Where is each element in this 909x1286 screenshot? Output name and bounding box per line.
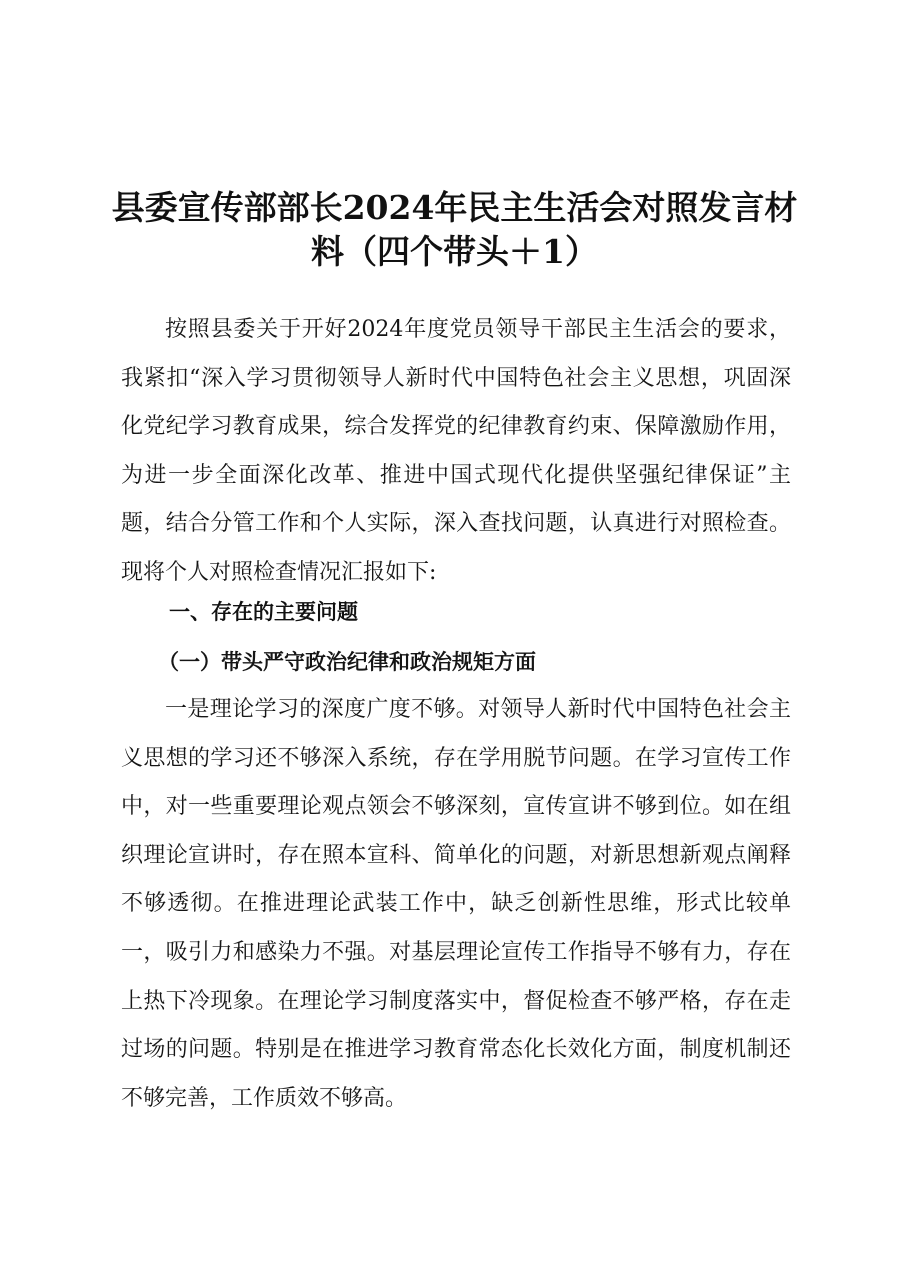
intro-paragraph: 按照县委关于开好2024年度党员领导干部民主生活会的要求，我紧扣“深入学习贯彻领导人新时代中国特色社会主义思想，巩固深化党纪学习教育成果，综合发挥党的纪律教育约束、保障激励作用，为进一步全面深化改革、推进中国式现代化提供坚强纪律保证”主题，结合分管工作和个人实际，深入查找问题，认真进行对照检查。现将个人对照检查情况汇报如下:: [121, 317, 791, 585]
problem-paragraph: 一是理论学习的深度广度不够。对领导人新时代中国特色社会主义思想的学习还不够深入系统，存在学用脱节问题。在学习宣传工作中，对一些重要理论观点领会不够深刻，宣传宣讲不够到位。如在组织理论宣讲时，存在照本宣科、简单化的问题，对新思想新观点阐释不够透彻。在推进理论武装工作中，缺乏创新性思维，形式比较单一，吸引力和感染力不强。对基层理论宣传工作指导不够有力，存在上热下冷现象。在理论学习制度落实中，督促检查不够严格，存在走过场的问题。特别是在推进学习教育常态化长效化方面，制度机制还不够完善，工作质效不够高。: [121, 697, 791, 1111]
document-title: [60, 186, 849, 274]
subsection-heading-political-discipline: （一）带头严守政治纪律和政治规矩方面: [158, 649, 536, 674]
title-line-1: 县委宣传部部长2024年民主生活会对照发言材: [111, 188, 798, 227]
title-line-2: 料（四个带头＋1）: [311, 232, 598, 271]
section-heading-main-problems: 一、存在的主要问题: [169, 600, 358, 624]
